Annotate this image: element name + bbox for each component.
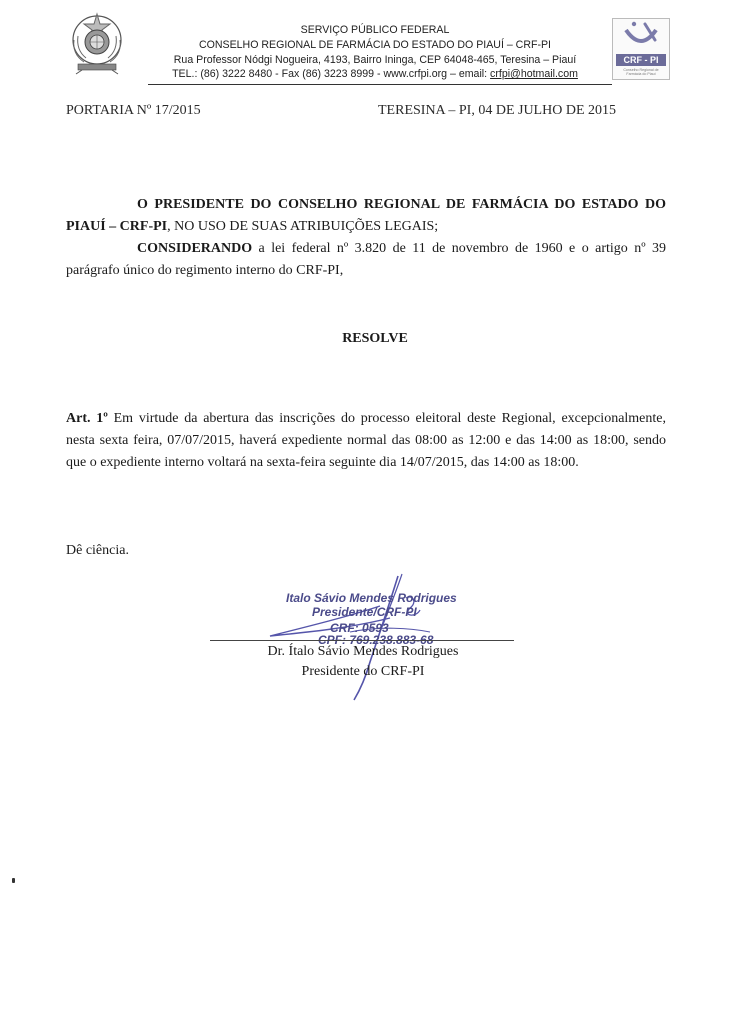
stamp-cpf: CPF: 769.238.883-68 <box>318 633 434 647</box>
header-divider <box>148 84 612 85</box>
resolve-heading: RESOLVE <box>342 331 408 346</box>
article-text: Em virtude da abertura das inscrições do processo eleitoral deste Regional, excepcionalmente, nesta sexta feira, 07/07/2015, haverá expediente normal das 08:00 as 12:00 e das 14:00 as 18:00, sendo que o expediente interno voltará na sexta-feira seguinte dia 14/07/2015, das 14:00 as 18:00. <box>66 411 666 470</box>
stamp-crf: CRF: 0593 <box>330 621 389 635</box>
signer-title: Presidente do CRF-PI <box>301 664 425 679</box>
closing-text: Dê ciência. <box>66 543 129 558</box>
considering-rest: a lei federal nº 3.820 de 11 de novembro de 1960 e o artigo nº 39 parágrafo único do regimento interno do CRF-PI, <box>66 241 666 278</box>
crf-pi-logo-text: CRF - PI <box>623 55 659 65</box>
signer-name: Dr. Ítalo Sávio Mendes Rodrigues <box>267 644 459 659</box>
brazil-coat-of-arms-icon <box>64 10 130 76</box>
crf-pi-logo-subtext: Conselho Regional de Farmácia do Piauí <box>623 68 659 76</box>
intro-bold: O PRESIDENTE DO CONSELHO REGIONAL DE FARMÁCIA DO ESTADO DO PIAUÍ – CRF-PI <box>66 197 666 234</box>
signature-line <box>210 640 514 641</box>
considering-bold: CONSIDERANDO <box>137 241 253 256</box>
stamp-name: Italo Sávio Mendes Rodrigues <box>286 591 457 605</box>
crf-pi-logo <box>612 18 670 80</box>
portaria-number: PORTARIA Nº 17/2015 <box>66 103 201 118</box>
intro-rest: , NO USO DE SUAS ATRIBUIÇÕES LEGAIS; <box>167 219 439 234</box>
intro-paragraph <box>66 194 666 238</box>
article-paragraph <box>66 408 666 474</box>
header-service-line: SERVIÇO PÚBLICO FEDERAL <box>300 24 450 36</box>
considering-paragraph <box>66 238 666 282</box>
header-address: Rua Professor Nódgi Nogueira, 4193, Bairro Ininga, CEP 64048-465, Teresina – Piauí <box>173 54 577 66</box>
header-contact-text: TEL.: (86) 3222 8480 - Fax (86) 3223 8999 - www.crfpi.org – email: <box>172 68 491 80</box>
scan-speck <box>12 878 15 883</box>
header-contact <box>140 68 610 80</box>
header-council-name: CONSELHO REGIONAL DE FARMÁCIA DO ESTADO DO PIAUÍ – CRF-PI <box>198 39 551 51</box>
article-label: Art. 1º <box>66 411 108 426</box>
header-email-link[interactable]: crfpi@hotmail.com <box>490 68 578 80</box>
stamp-role: Presidente/CRF-PI <box>312 605 417 619</box>
place-date: TERESINA – PI, 04 DE JULHO DE 2015 <box>378 103 616 118</box>
